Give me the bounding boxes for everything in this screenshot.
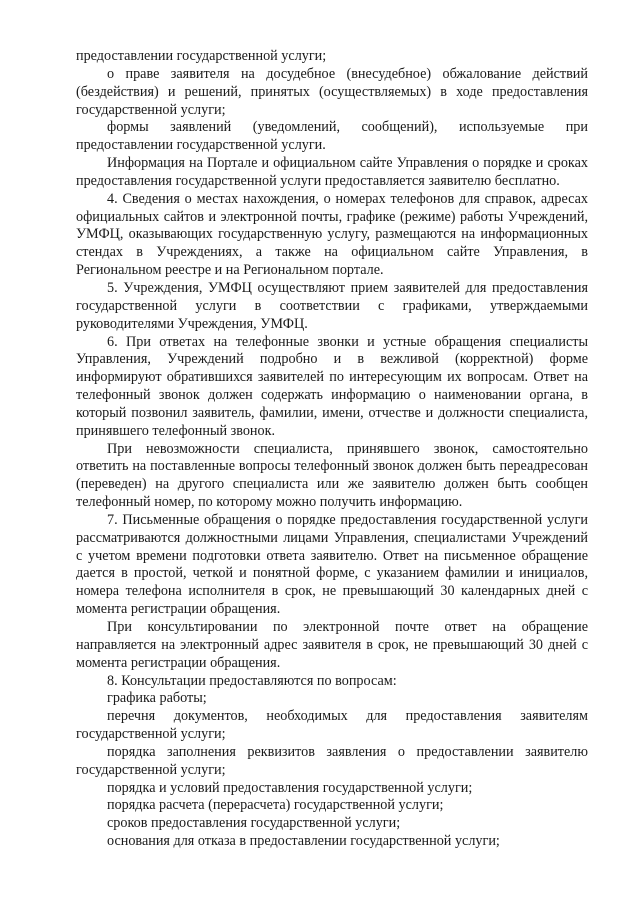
list-item-schedule: графика работы; <box>107 690 207 707</box>
list-item-terms: сроков предоставления государственной услуги; <box>107 815 401 832</box>
paragraph-item-4: 4. Сведения о местах нахождения, о номерах телефонов для справок, адресах официальных сайтов и электронной почты, графике (режиме) работы Учреждений, УМФЦ, оказывающих государственную услугу, размещаются на информационных стендах в Учреждениях, а также на официальном сайте Управления, в Региональном реестре и на Региональном портале. <box>76 190 588 279</box>
paragraph-call-redirect: При невозможности специалиста, принявшего звонок, самостоятельно ответить на поставленные вопросы телефонный звонок должен быть переадресован (переведен) на другого специалиста или же заявителю должен быть сообщен телефонный номер, по которому можно получить информацию. <box>76 440 588 511</box>
paragraph-item-7: 7. Письменные обращения о порядке предоставления государственной услуги рассматриваются должностными лицами Управления, специалистами Учреждений с учетом времени подготовки ответа заявителю. Ответ на письменное обращение дается в простой, четкой и понятной форме, с указанием фамилии и инициалов, номера телефона исполнителя в срок, не превышающий 30 календарных дней с момента регистрации обращения. <box>76 511 588 618</box>
list-item-refusal-grounds: основания для отказа в предоставлении государственной услуги; <box>107 833 500 850</box>
paragraph-continuation: предоставлении государственной услуги; <box>76 48 327 64</box>
document-page <box>76 48 588 851</box>
paragraph-item-8: 8. Консультации предоставляются по вопросам: <box>107 672 397 689</box>
paragraph-item-5: 5. Учреждения, УМФЦ осуществляют прием заявителей для предоставления государственной услуги в соответствии с графиками, утверждаемыми руководителями Учреждения, УМФЦ. <box>76 279 588 332</box>
paragraph-email-consulting: При консультировании по электронной почте ответ на обращение направляется на электронный адрес заявителя в срок, не превышающий 30 дней с момента регистрации обращения. <box>76 619 588 671</box>
list-item-documents: перечня документов, необходимых для предоставления заявителям государственной услуги; <box>76 708 588 743</box>
paragraph-appeal-rights: о праве заявителя на досудебное (внесудебное) обжалование действий (бездействия) и решений, принятых (осуществляемых) в ходе предоставления государственной услуги; <box>76 65 588 118</box>
paragraph-item-6: 6. При ответах на телефонные звонки и устные обращения специалисты Управления, Учреждений подробно и в вежливой (корректной) форме информируют обратившихся заявителей по интересующим их вопросам. Ответ на телефонный звонок должен содержать информацию о наименовании органа, в который позвонил заявитель, фамилии, имени, отчестве и должности специалиста, принявшего телефонный звонок. <box>76 333 588 439</box>
list-item-form-filling: порядка заполнения реквизитов заявления о предоставлении заявителю государственной услуги; <box>76 743 588 778</box>
list-item-conditions: порядка и условий предоставления государственной услуги; <box>107 779 473 796</box>
paragraph-application-forms: формы заявлений (уведомлений, сообщений), используемые при предоставлении государственной услуги. <box>76 119 588 154</box>
list-item-calculation: порядка расчета (перерасчета) государственной услуги; <box>107 797 444 814</box>
paragraph-portal-info: Информация на Портале и официальном сайте Управления о порядке и сроках предоставления государственной услуги предоставляется заявителю бесплатно. <box>76 155 588 189</box>
